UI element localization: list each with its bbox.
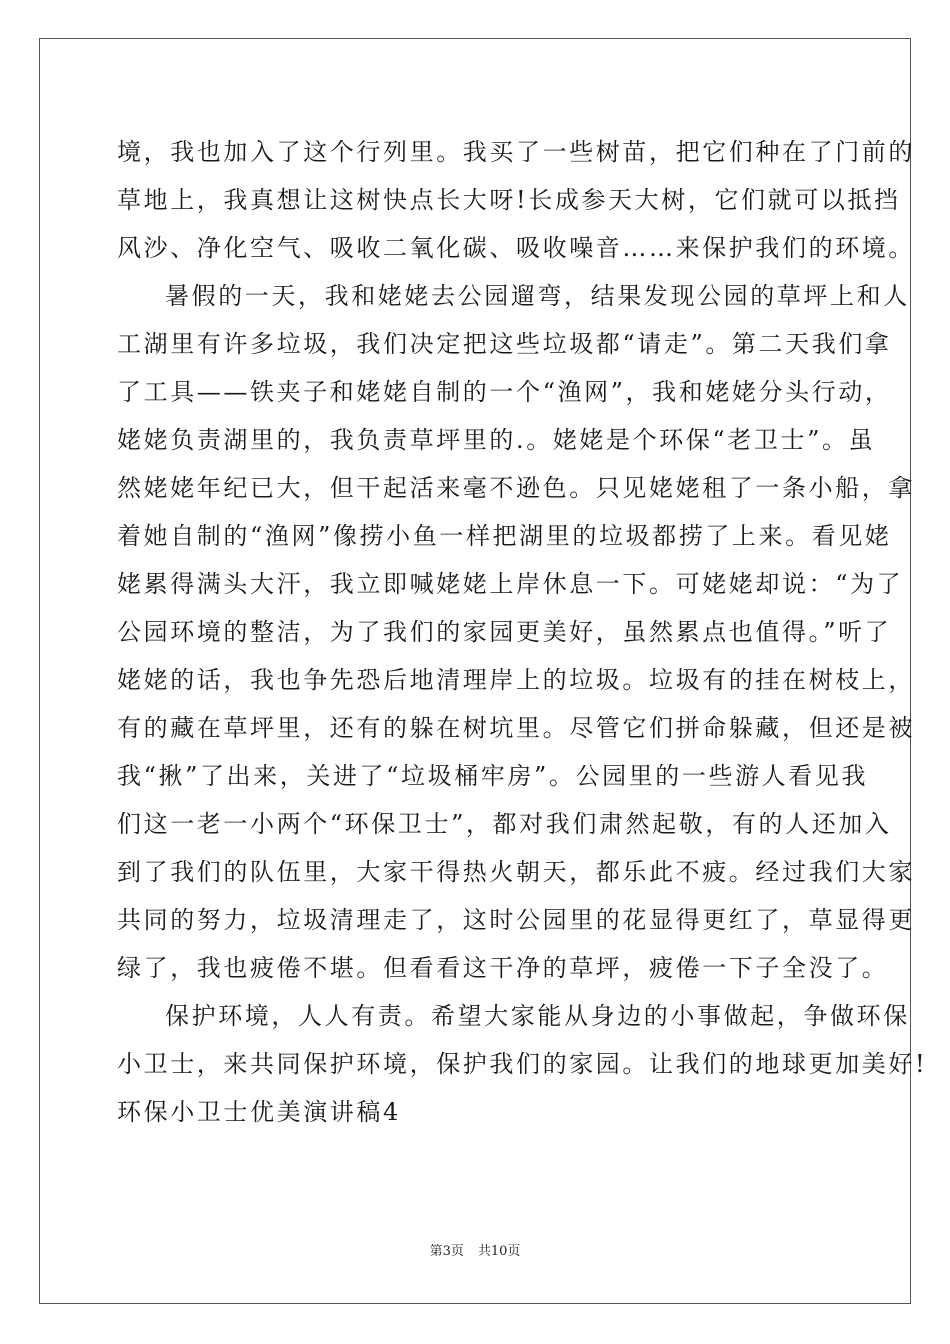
- text-line: 姥姥的话，我也争先恐后地清理岸上的垃圾。垃圾有的挂在树枝上，: [117, 666, 915, 694]
- text-line: 姥累得满头大汗，我立即喊姥姥上岸休息一下。可姥姥却说：“为了: [117, 570, 904, 598]
- text-line: 公园环境的整洁，为了我们的家园更美好，虽然累点也值得。”听了: [117, 618, 892, 646]
- text-line: 然姥姥年纪已大，但干起活来毫不逊色。只见姥姥租了一条小船，拿: [117, 474, 915, 502]
- page-number: 第3页: [429, 1244, 464, 1259]
- text-line: 着她自制的“渔网”像捞小鱼一样把湖里的垃圾都捞了上来。看见姥: [117, 522, 892, 550]
- text-line: 有的藏在草坪里，还有的躲在树坑里。尽管它们拼命躲藏，但还是被: [117, 714, 915, 742]
- text-line: 们这一老一小两个“环保卫士”，都对我们肃然起敬，有的人还加入: [117, 810, 892, 838]
- text-line: 草地上，我真想让这树快点长大呀!长成参天大树，它们就可以抵挡: [117, 186, 901, 214]
- text-line: 境，我也加入了这个行列里。我买了一些树苗，把它们种在了门前的: [117, 138, 915, 166]
- paragraph-first-line: 暑假的一天，我和姥姥去公园遛弯，结果发现公园的草坪上和人: [165, 282, 910, 310]
- page-footer: [0, 1244, 950, 1260]
- paragraph-first-line: 保护环境，人人有责。希望大家能从身边的小事做起，争做环保: [165, 1002, 910, 1030]
- text-line: 姥姥负责湖里的，我负责草坪里的.。姥姥是个环保“老卫士”。虽: [117, 426, 876, 454]
- text-line: 了工具——铁夹子和姥姥自制的一个“渔网”，我和姥姥分头行动，: [117, 378, 892, 406]
- text-line: 我“揪”了出来，关进了“垃圾桶牢房”。公园里的一些游人看见我: [117, 762, 869, 790]
- page-total: 共10页: [477, 1244, 521, 1259]
- section-heading: 环保小卫士优美演讲稿4: [117, 1098, 401, 1126]
- document-body: [117, 128, 928, 1136]
- text-line: 共同的努力，垃圾清理走了，这时公园里的花显得更红了，草显得更: [117, 906, 915, 934]
- text-line: 风沙、净化空气、吸收二氧化碳、吸收噪音……来保护我们的环境。: [117, 234, 915, 262]
- text-line: 到了我们的队伍里，大家干得热火朝天，都乐此不疲。经过我们大家: [117, 858, 915, 886]
- text-line: 小卫士，来共同保护环境，保护我们的家园。让我们的地球更加美好!: [117, 1050, 928, 1078]
- text-line: 绿了，我也疲倦不堪。但看看这干净的草坪，疲倦一下子全没了。: [117, 954, 889, 982]
- text-line: 工湖里有许多垃圾，我们决定把这些垃圾都“请走”。第二天我们拿: [117, 330, 892, 358]
